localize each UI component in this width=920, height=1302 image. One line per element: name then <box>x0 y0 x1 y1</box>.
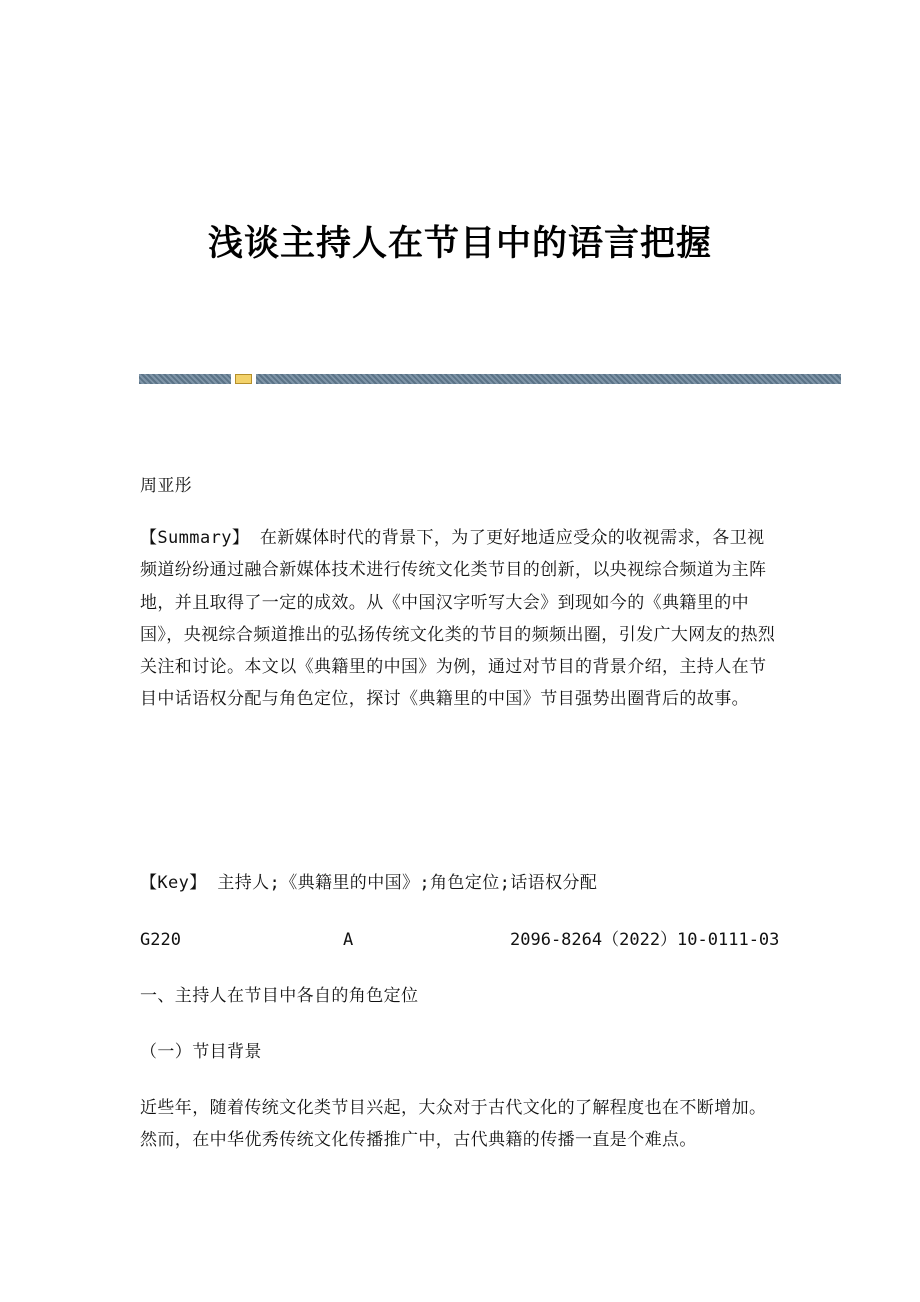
summary-text: 在新媒体时代的背景下，为了更好地适应受众的收视需求，各卫视频道纷纷通过融合新媒体技术进行传统文化类节目的创新，以央视综合频道为主阵地，并且取得了一定的成效。从《中国汉字听写大会》到现如今的《典籍里的中国》，央视综合频道推出的弘扬传统文化类的节目的频频出圈，引发广大网友的热烈关注和讨论。本文以《典籍里的中国》为例，通过对节目的背景介绍，主持人在节目中话语权分配与角色定位，探讨《典籍里的中国》节目强势出圈背后的故事。 <box>140 528 776 710</box>
document-code: A <box>343 930 354 950</box>
body-paragraph: 近些年，随着传统文化类节目兴起，大众对于古代文化的了解程度也在不断增加。然而，在中华优秀传统文化传播推广中，古代典籍的传播一直是个难点。 <box>140 1098 767 1150</box>
divider-ornament-icon <box>235 374 252 384</box>
keywords-label: 【Key】 <box>140 873 207 893</box>
document-title: 浅谈主持人在节目中的语言把握 <box>207 224 712 264</box>
subsection-heading: （一）节目背景 <box>140 1042 262 1062</box>
section-heading: 一、主持人在节目中各自的角色定位 <box>140 986 419 1006</box>
title-divider-right <box>256 374 841 384</box>
summary-label: 【Summary】 <box>140 528 250 548</box>
clc-number: G220 <box>140 930 181 950</box>
summary-paragraph <box>140 522 780 716</box>
keywords-paragraph <box>140 867 780 899</box>
keywords-text: 主持人;《典籍里的中国》;角色定位;话语权分配 <box>217 873 598 893</box>
article-id: 2096-8264（2022）10-0111-03 <box>510 930 780 950</box>
title-divider-left <box>139 374 231 384</box>
classification-line <box>140 924 780 956</box>
author-name: 周亚彤 <box>140 476 193 496</box>
